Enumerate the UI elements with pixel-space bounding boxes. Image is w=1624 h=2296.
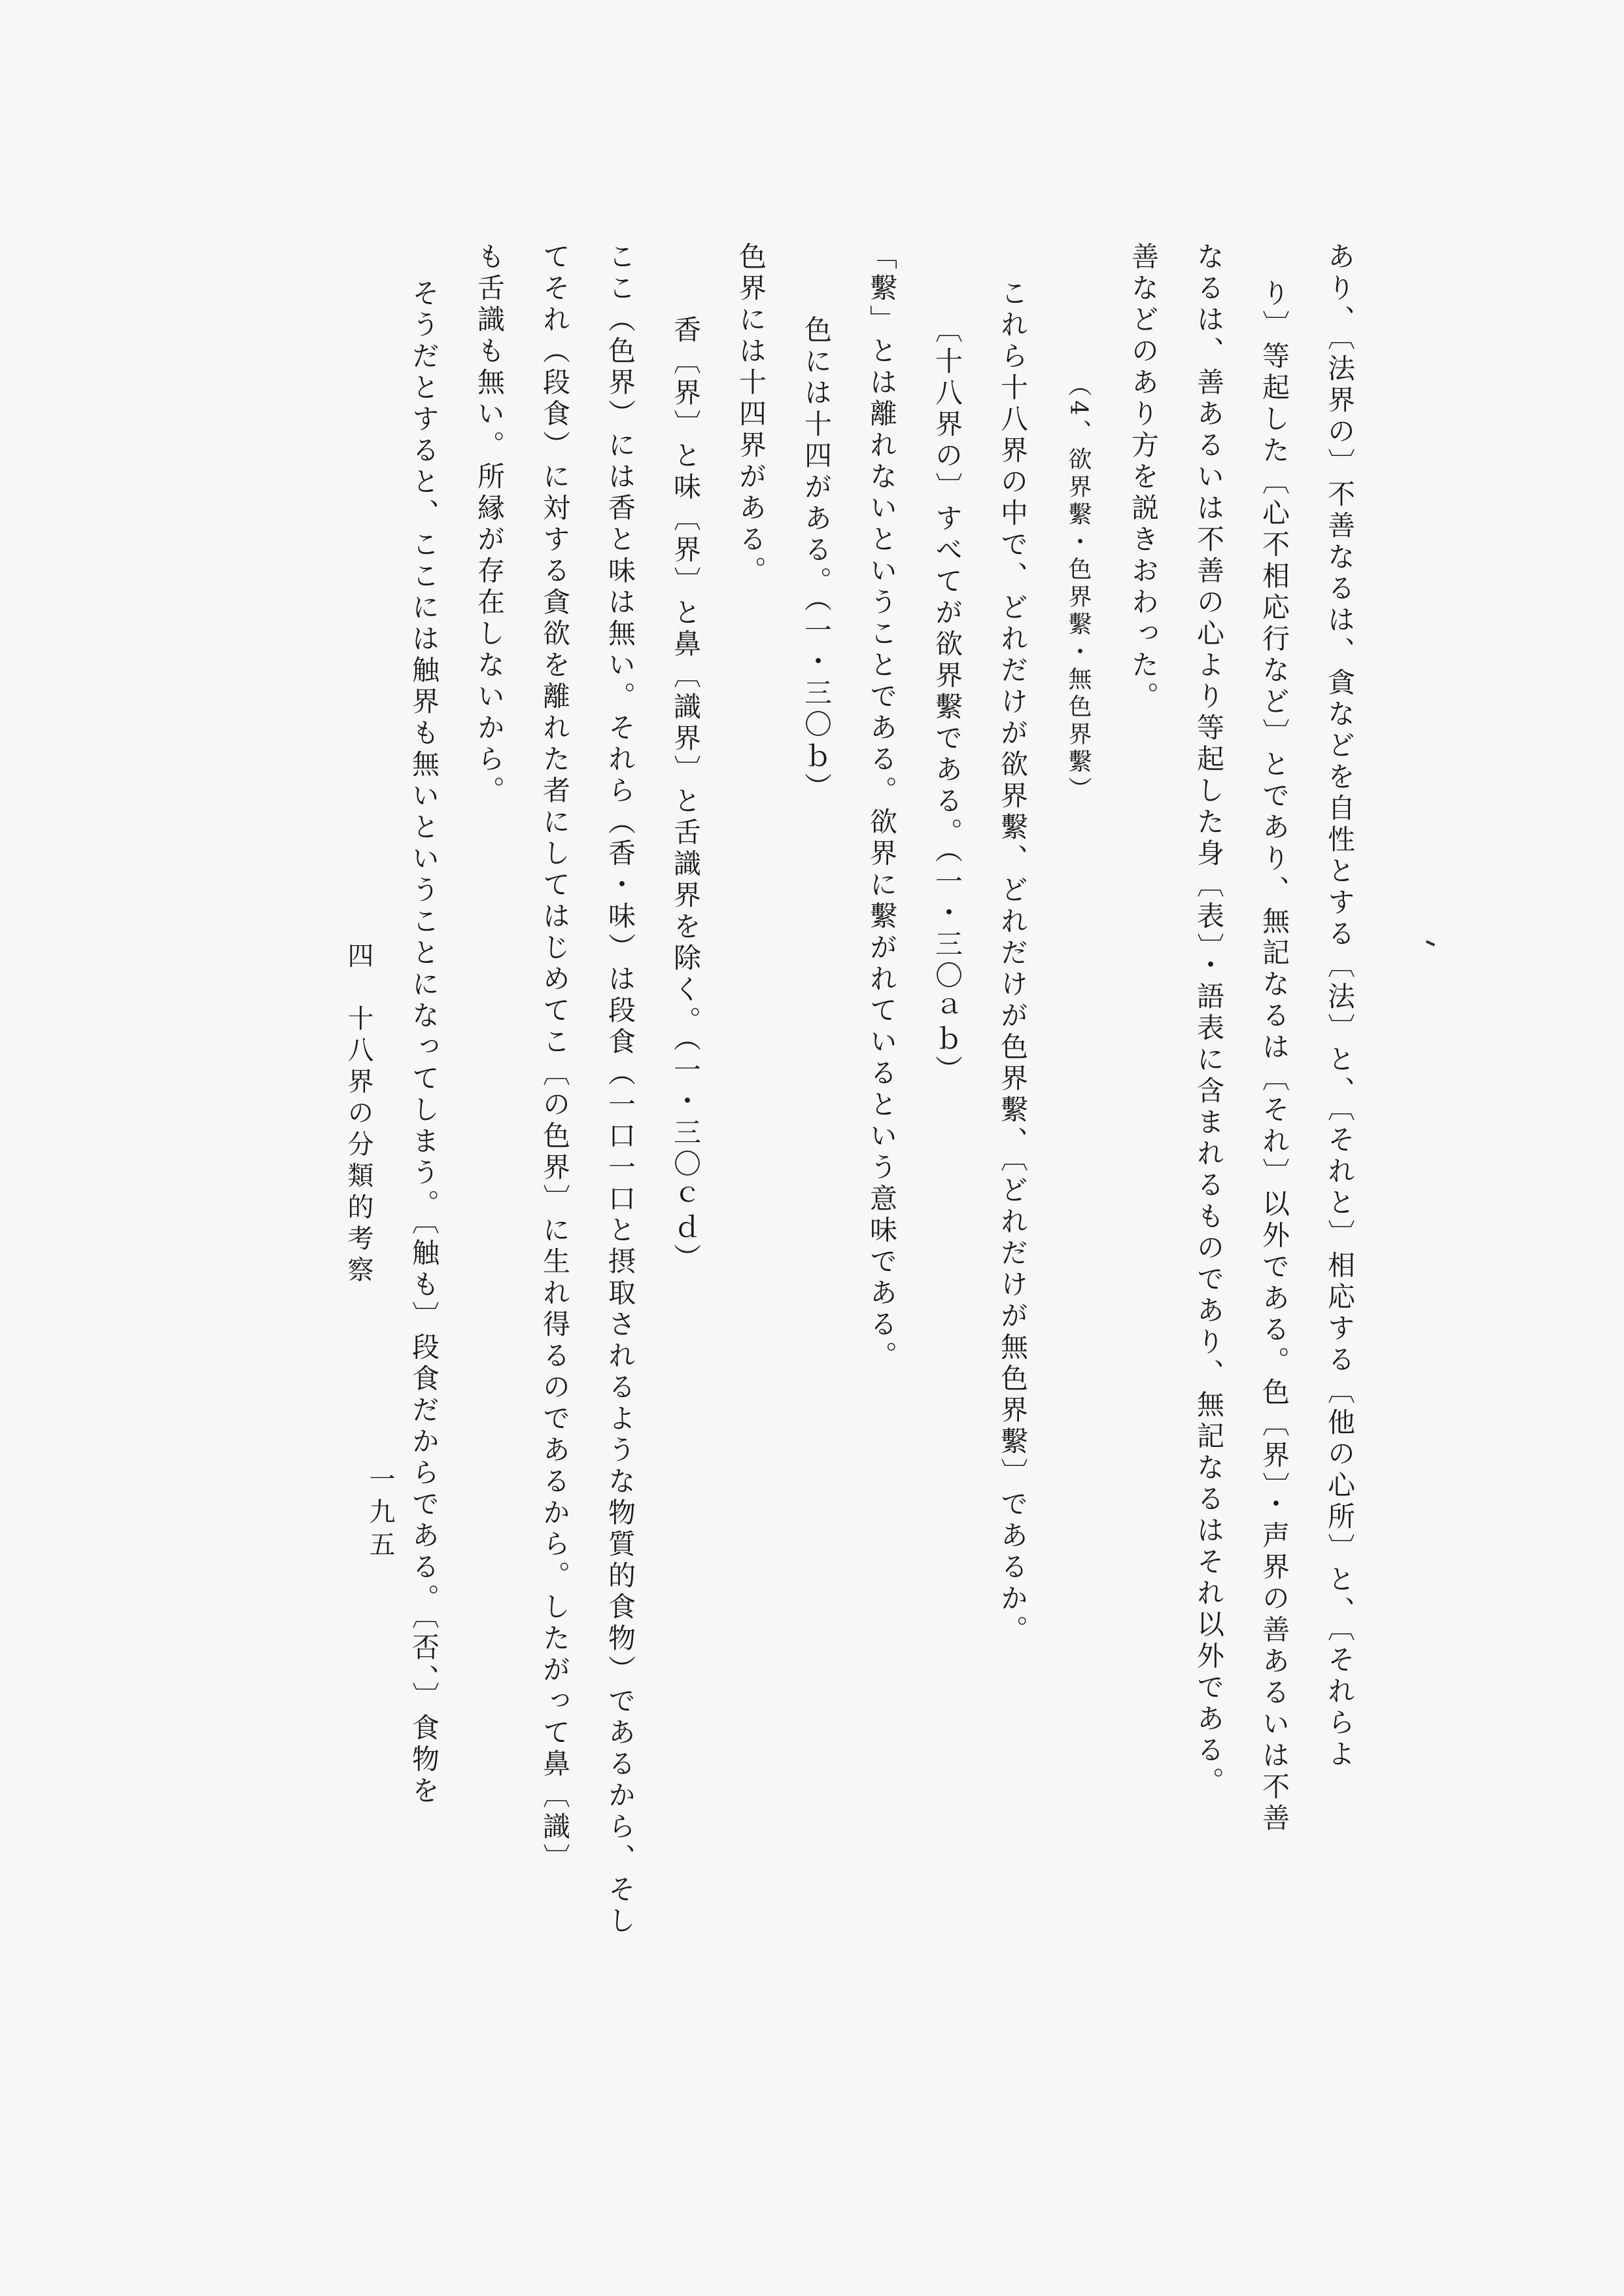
text-line-6: これら十八界の中で、どれだけが欲界繫、どれだけが色界繫、〔どれだけが無色界繫〕であるか。: [997, 279, 1029, 1646]
text-line-10: 色界には十四界がある。: [735, 242, 767, 587]
text-line-1: あり、〔法界の〕不善なるは、貪などを自性とする〔法〕と、〔それと〕相応する〔他の心所〕と、〔それらよ: [1324, 242, 1356, 1771]
page-number: 一九五: [365, 1465, 395, 1563]
verse-line-1: 〔十八界の〕すべてが欲界繫である。（一・三〇ａｂ）: [931, 315, 963, 1087]
text-line-13: てそれ（段食）に対する貪欲を離れた者にしてはじめてこ〔の色界〕に生れ得るのであるから。したがって鼻〔識〕: [539, 242, 571, 1875]
text-line-2: り〕等起した〔心不相応行など〕とであり、無記なるは〔それ〕以外である。色〔界〕・声界の善あるいは不善: [1258, 279, 1290, 1835]
section-heading: （4、欲界繫・色界繫・無色界繫）: [1065, 373, 1092, 804]
text-line-4: 善などのあり方を説きおわった。: [1128, 242, 1160, 713]
body-text: [391, 242, 1372, 1938]
ink-speck: [1426, 940, 1435, 947]
text-line-8: 「繫」とは離れないということである。欲界に繫がれているという意味である。: [866, 242, 898, 1372]
verse-line-2: 色には十四がある。（一・三〇ｂ）: [801, 315, 833, 804]
running-head: 四 十八界の分類的考察: [343, 942, 373, 1287]
text-line-3: なるは、善あるいは不善の心より等起した身〔表〕・語表に含まれるものであり、無記なるはそれ以外である。: [1193, 242, 1225, 1798]
text-line-12: ここ（色界）には香と味は無い。それら（香・味）は段食（一口一口と摂取されるような物質的食物）であるから、そし: [604, 242, 636, 1938]
text-line-14: も舌識も無い。所縁が存在しないから。: [474, 242, 506, 807]
verse-line-3: 香〔界〕と味〔界〕と鼻〔識界〕と舌識界を除く。（一・三〇ｃｄ）: [670, 315, 702, 1275]
text-line-15: そうだとすると、ここには触界も無いということになってしまう。〔触も〕段食だからである。〔否、〕食物を: [408, 279, 440, 1807]
